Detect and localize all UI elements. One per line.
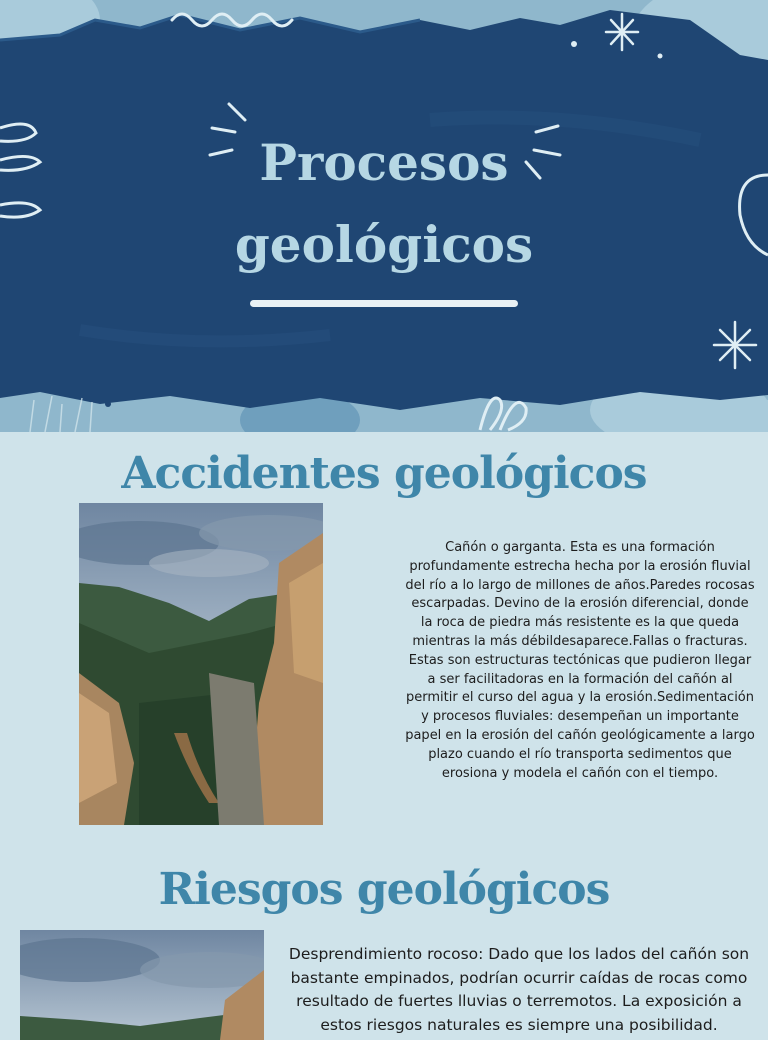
section-body-riesgos: Desprendimiento rocoso: Dado que los lados del cañón son bastante empinados, podrían ocurrir caídas de rocas como resultado de fuertes lluvias o terremotos. La exposición a estos riesgos naturales es siempre una posibilidad. <box>288 945 750 1034</box>
star-doodle-right <box>714 322 756 368</box>
cover-banner <box>0 0 768 432</box>
cover-title-line1: Procesos <box>259 133 509 192</box>
section-title-accidentes: Accidentes geológicos <box>121 448 647 499</box>
section-title-riesgos: Riesgos geológicos <box>158 864 610 915</box>
star-doodle-top <box>606 14 638 50</box>
canyon-photo <box>79 503 323 825</box>
title-underline <box>250 300 518 307</box>
cover-title-line2: geológicos <box>234 215 534 274</box>
section-body-accidentes: Cañón o garganta. Esta es una formación profundamente estrecha hecha por la erosión fluvial del río a lo largo de millones de años.Paredes rocosas escarpadas. Devino de la erosión diferencial, donde la roca de piedra más resistente es la que queda mientras la más débildesaparece.Fallas o fracturas. Estas son estructuras tectónicas que pudieron llegar a ser facilitadoras en la formación del cañón al permitir el curso del agua y la erosión.Sedimentación y procesos fluviales: desempeñan un importante papel en la erosión del cañón geológicamente a largo plazo cuando el río transporta sedimentos que erosiona y modela el cañón con el tiempo. <box>405 540 755 781</box>
cover-title <box>0 122 768 286</box>
